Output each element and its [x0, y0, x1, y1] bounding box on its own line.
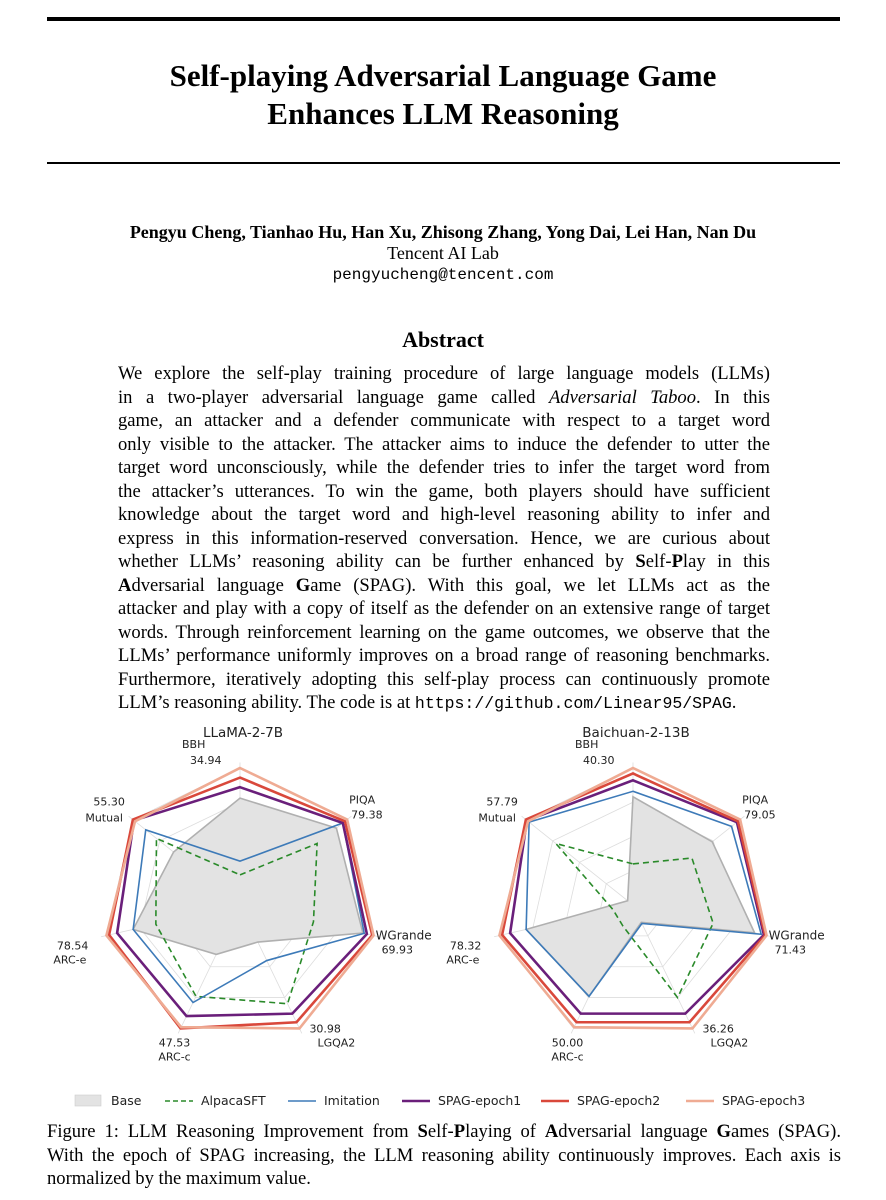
axis-label-lgqa2: LGQA2 [710, 1036, 749, 1050]
axis-label-bbh: BBH [182, 738, 206, 751]
axis-label-arc-c: ARC-c [158, 1050, 191, 1064]
abstract-line: only visible to the attacker. The attacker aims to induce the defender to utter the [118, 433, 770, 455]
abstract-line: whether LLMs’ reasoning ability can be further enhanced by Self-Play in this [118, 551, 771, 572]
axis-max-value: 30.98 [309, 1022, 341, 1036]
series-base [133, 798, 363, 954]
radar-chart-2 [446, 725, 824, 1063]
caption-line: Figure 1: LLM Reasoning Improvement from Self-Playing of Adversarial language Games (SPAG). [47, 1121, 841, 1142]
axis-label-mutual: Mutual [478, 811, 516, 825]
axis-max-value: 71.43 [774, 943, 807, 957]
contact-email: pengyucheng@tencent.com [332, 266, 554, 284]
abstract-line: in a two-player adversarial language game called Adversarial Taboo. In this [118, 386, 770, 408]
axis-label-piqa: PIQA [742, 793, 769, 807]
affiliation: Tencent AI Lab [387, 243, 499, 263]
author-list: Pengyu Cheng, Tianhao Hu, Han Xu, Zhisong Zhang, Yong Dai, Lei Han, Nan Du [129, 222, 757, 242]
radar-chart-1 [53, 725, 431, 1063]
paper-title-line-1: Self-playing Adversarial Language Game [169, 58, 717, 93]
axis-label-mutual: Mutual [85, 811, 123, 825]
axis-max-value: 36.26 [702, 1022, 734, 1036]
caption-line: With the epoch of SPAG increasing, the LLM reasoning ability continuously improves. Each axis is [47, 1144, 841, 1166]
axis-max-value: 78.32 [449, 939, 482, 953]
axis-max-value: 50.00 [551, 1036, 584, 1050]
axis-label-bbh: BBH [575, 738, 599, 751]
legend-label-spag-epoch2: SPAG-epoch2 [577, 1093, 661, 1108]
abstract-line: Furthermore, iteratively adopting this self-play process can continuously promote [118, 668, 770, 690]
axis-max-value: 34.94 [190, 754, 222, 767]
axis-label-wgrande: WGrande [768, 928, 825, 943]
legend [75, 1093, 805, 1108]
axis-max-value: 78.54 [56, 939, 89, 953]
legend-label-spag-epoch3: SPAG-epoch3 [722, 1093, 806, 1108]
abstract-line: the attacker’s utterances. To win the game, both players should have sufficient [118, 480, 770, 502]
axis-max-value: 69.93 [381, 943, 414, 957]
abstract-line: words. Through reinforcement learning on the game outcomes, we observe that the [118, 621, 770, 643]
caption-line: normalized by the maximum value. [47, 1168, 311, 1189]
axis-label-arc-e: ARC-e [446, 953, 480, 967]
paper-title-line-2: Enhances LLM Reasoning [267, 96, 619, 131]
axis-max-value: 79.05 [744, 808, 776, 822]
abstract-line: knowledge about the target word and high-level reasoning ability to infer and [118, 504, 770, 525]
axis-max-value: 47.53 [158, 1036, 191, 1050]
axis-label-piqa: PIQA [349, 793, 376, 807]
axis-max-value: 79.38 [351, 808, 383, 822]
figure-1-radar-charts [0, 715, 886, 1120]
axis-label-lgqa2: LGQA2 [317, 1036, 356, 1050]
axis-label-wgrande: WGrande [375, 928, 432, 943]
chart-title: Baichuan-2-13B [582, 725, 690, 741]
top-rule [47, 17, 840, 21]
legend-swatch-base [75, 1095, 101, 1106]
abstract-body [118, 362, 770, 715]
abstract-line: express in this information-reserved conversation. Hence, we are curious about [118, 527, 770, 549]
abstract-heading: Abstract [402, 327, 484, 352]
title-bottom-rule [47, 162, 840, 164]
abstract-line: attacker and play with a copy of itself as the defender on an extensive range of target [118, 598, 770, 619]
axis-max-value: 40.30 [583, 754, 615, 767]
abstract-line: target word unconsciously, while the defender tries to infer the target word from [118, 457, 770, 478]
abstract-line: We explore the self-play training procedure of large language models (LLMs) [118, 363, 770, 384]
abstract-line: game, an attacker and a defender communicate with respect to a target word [118, 410, 770, 431]
abstract-line: LLM’s reasoning ability. The code is at https://github.com/Linear95/SPAG. [118, 692, 737, 713]
abstract-line: Adversarial language Game (SPAG). With this goal, we let LLMs act as the [118, 574, 770, 596]
legend-label-spag-epoch1: SPAG-epoch1 [438, 1093, 522, 1108]
figure-caption [47, 1120, 841, 1191]
chart-title: LLaMA-2-7B [202, 725, 284, 741]
axis-max-value: 55.30 [93, 795, 125, 809]
axis-max-value: 57.79 [486, 795, 518, 809]
legend-label-alpacasft: AlpacaSFT [201, 1093, 266, 1108]
legend-label-base: Base [111, 1093, 142, 1108]
axis-label-arc-c: ARC-c [551, 1050, 584, 1064]
axis-label-arc-e: ARC-e [53, 953, 87, 967]
abstract-line: LLMs’ performance uniformly improves on a broad range of reasoning benchmarks. [118, 645, 770, 666]
legend-label-imitation: Imitation [324, 1093, 380, 1108]
